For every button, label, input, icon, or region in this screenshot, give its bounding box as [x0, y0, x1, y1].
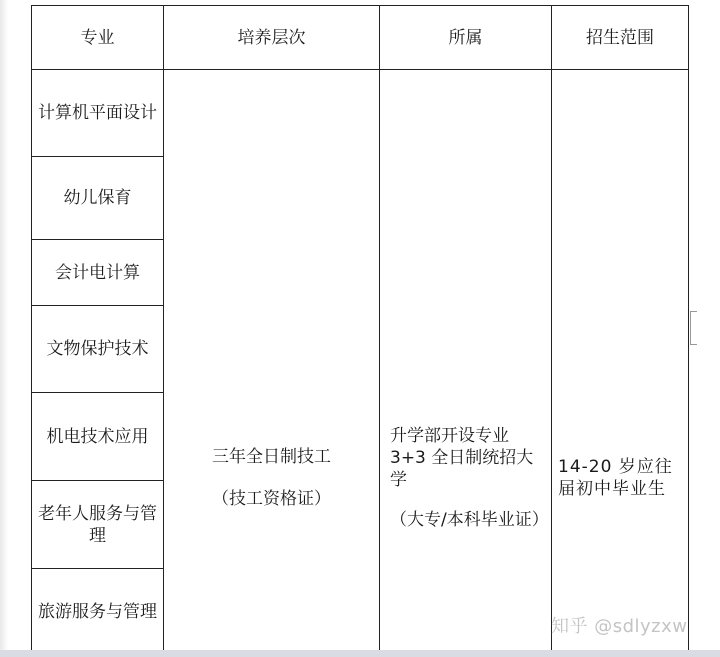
watermark: 知乎 @sdlyzxw [551, 616, 688, 637]
belong-certificate-text: （大专/本科毕业证） [390, 510, 549, 530]
major-cell: 文物保护技术 [32, 306, 164, 393]
major-cell: 会计电计算 [32, 240, 164, 306]
level-cell [164, 70, 380, 655]
enrollment-table [31, 5, 689, 655]
major-cell: 计算机平面设计 [32, 70, 164, 157]
page-edge-shadow [0, 0, 8, 650]
range-cell [552, 70, 689, 655]
level-certificate-text: （技工资格证） [212, 489, 331, 509]
level-text: 三年全日制技工 [212, 447, 331, 467]
header-range: 招生范围 [552, 6, 689, 70]
table-row [32, 70, 689, 157]
header-major: 专业 [32, 6, 164, 70]
belong-cell [380, 70, 552, 655]
range-text: 14-20 岁应往届初中毕业生 [558, 457, 673, 499]
major-cell: 旅游服务与管理 [32, 569, 164, 655]
table-header-row [32, 6, 689, 70]
bottom-scroll-strip [0, 650, 720, 657]
header-belong: 所属 [380, 6, 552, 70]
major-cell: 机电技术应用 [32, 393, 164, 481]
belong-text: 升学部开设专业3+3 全日制统招大学 [390, 426, 534, 490]
column-resize-handle [690, 311, 697, 345]
header-level: 培养层次 [164, 6, 380, 70]
major-cell: 幼儿保育 [32, 157, 164, 240]
major-cell: 老年人服务与管理 [32, 481, 164, 569]
